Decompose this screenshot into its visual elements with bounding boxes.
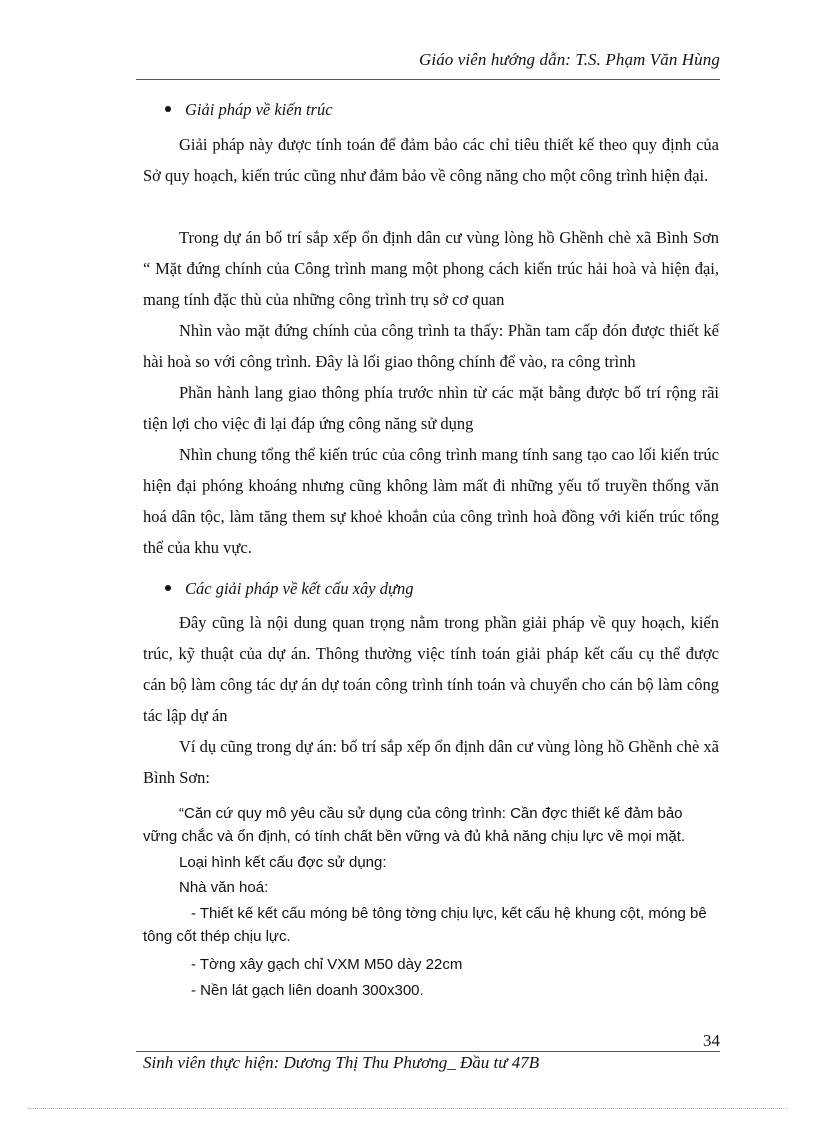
structure-type-label: Loại hình kết cấu đợc sử dụng: — [179, 854, 387, 871]
heading-text: Các giải pháp về kết cấu xây dựng — [185, 579, 414, 598]
paragraph: Đây cũng là nội dung quan trọng nằm trong phần giải pháp về quy hoạch, kiến trúc, kỹ thuật của dự án. Thông thường việc tính toán giải pháp kết cấu cụ thể được cán bộ làm công tác dự án dự toán công trình tính toán và chuyển cho cán bộ làm công tác lập dự án — [143, 613, 719, 725]
bullet-icon — [165, 106, 171, 112]
paragraph: Ví dụ cũng trong dự án: bố trí sắp xếp ổn định dân cư vùng lòng hồ Ghềnh chè xã Bình Sơn: — [143, 737, 719, 787]
paragraph: Nhìn chung tổng thể kiến trúc của công trình mang tính sang tạo cao lối kiến trúc hiện đại phóng khoáng nhưng cũng không làm mất đi những yếu tố truyền thống văn hoá dân tộc, làm tăng them sự khoẻ khoắn của công trình hoà đồng với kiến trúc tổng thể của khu vực. — [143, 445, 719, 557]
page-header: Giáo viên hướng dẫn: T.S. Phạm Văn Hùng — [419, 50, 720, 69]
page-number: 34 — [703, 1031, 720, 1050]
structure-item: - Tờng xây gạch chỉ VXM M50 dày 22cm — [191, 956, 463, 973]
footer-rule — [136, 1051, 720, 1052]
page-footer: Sinh viên thực hiện: Dương Thị Thu Phương_ Đầu tư 47B — [143, 1053, 540, 1072]
paragraph: Trong dự án bố trí sắp xếp ổn định dân cư vùng lòng hồ Ghềnh chè xã Bình Sơn “ Mặt đứng chính của Công trình mang một phong cách kiến trúc hải hoà và hiện đại, mang tính đặc thù của những công trình trụ sở cơ quan — [143, 228, 719, 309]
header-rule — [136, 79, 720, 80]
section-heading-architecture — [165, 100, 333, 120]
paragraph: Giải pháp này được tính toán để đảm bảo các chỉ tiêu thiết kế theo quy định của Sở quy hoạch, kiến trúc cũng như đảm bảo về công năng cho một công trình hiện đại. — [143, 135, 719, 185]
heading-text: Giải pháp về kiến trúc — [185, 100, 333, 119]
structure-item: - Nền lát gạch liên doanh 300x300. — [191, 982, 424, 999]
structure-item: - Thiết kế kết cấu móng bê tông tờng chịu lực, kết cấu hệ khung cột, móng bê tông cốt thép chịu lực. — [143, 905, 707, 945]
paragraph: Phần hành lang giao thông phía trước nhìn từ các mặt bằng được bố trí rộng rãi tiện lợi cho việc đi lại đáp ứng công năng sử dụng — [143, 383, 719, 433]
section-heading-structure — [165, 579, 413, 599]
paragraph: Nhìn vào mặt đứng chính của công trình ta thấy: Phần tam cấp đón được thiết kế hài hoà so với công trình. Đây là lối giao thông chính để vào, ra công trình — [143, 321, 719, 371]
quote-paragraph: “Căn cứ quy mô yêu cầu sử dụng của công trình: Cần đợc thiết kế đảm bảo vững chắc và ổn định, có tính chất bền vững và đủ khả năng chịu lực về mọi mặt. — [143, 805, 686, 845]
building-label: Nhà văn hoá: — [179, 879, 269, 896]
bullet-icon — [165, 585, 171, 591]
page-edge-divider — [28, 1108, 788, 1109]
